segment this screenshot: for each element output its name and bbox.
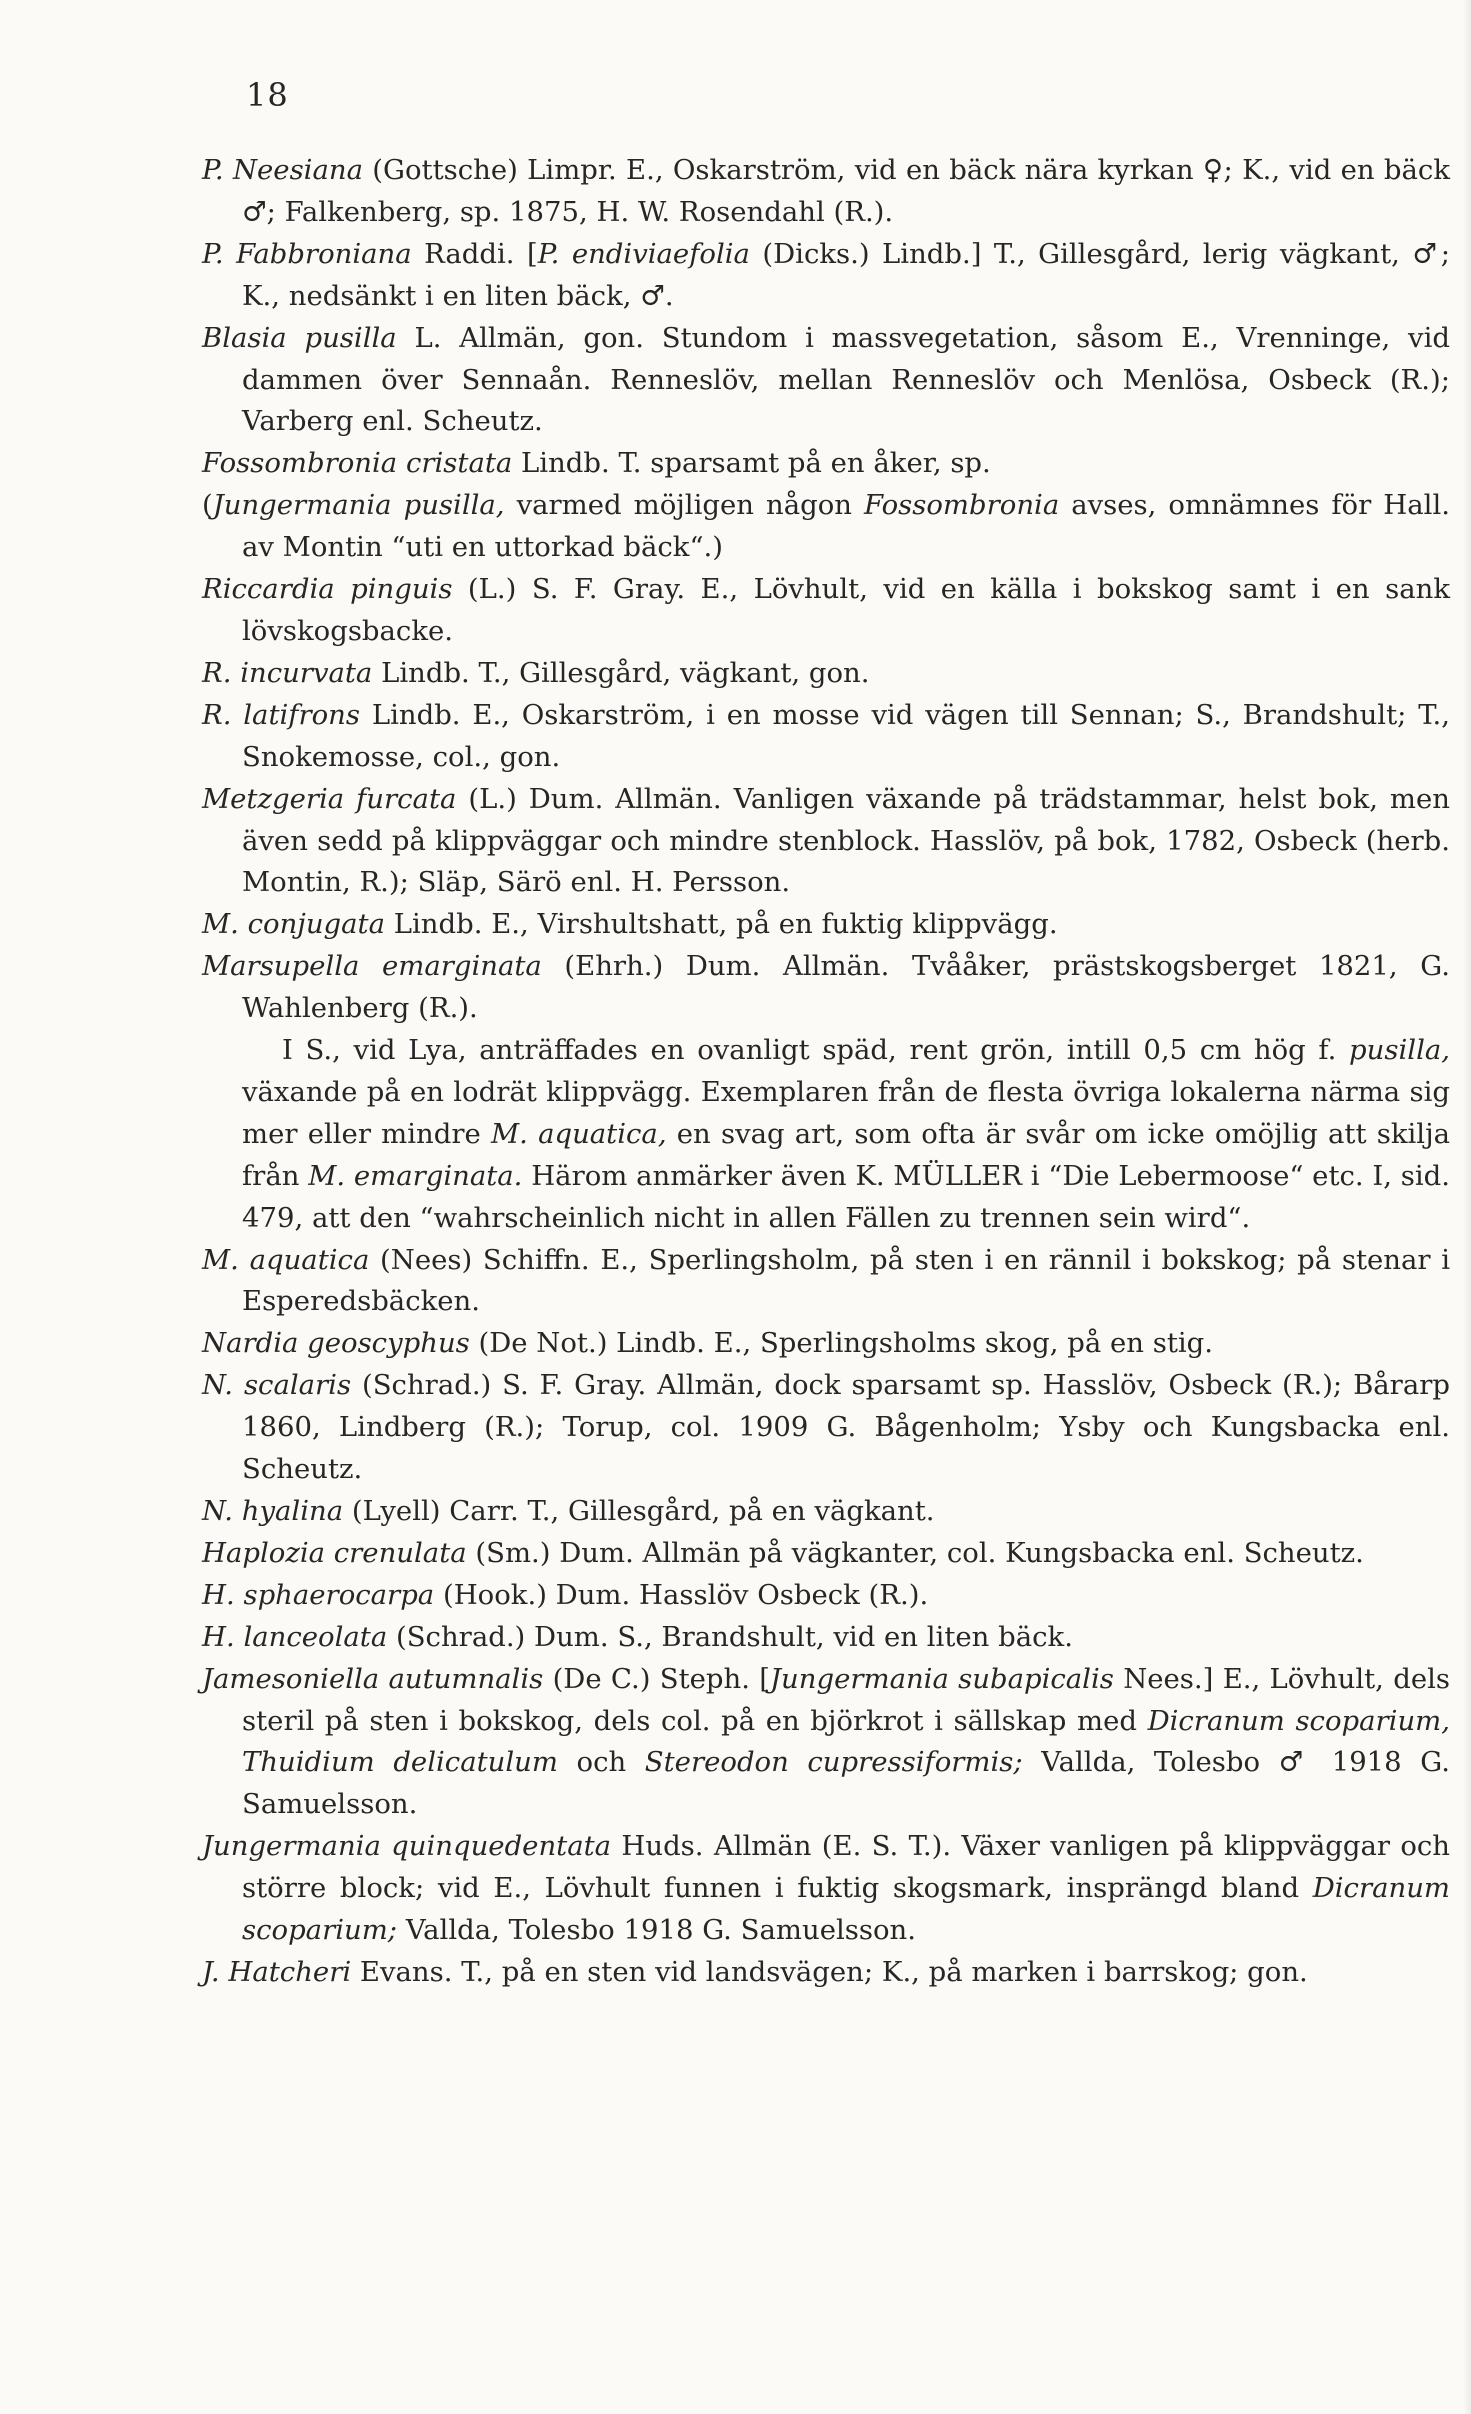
species-entry [202,1030,1450,1240]
page-number: 18 [246,76,289,114]
species-name: Blasia pusilla [202,321,397,354]
entry-text: och [557,1746,645,1779]
species-entry [202,946,1450,1030]
entry-text: L. Allmän, gon. Stundom i massvegetation, såsom E., Vrenninge, vid dammen över Sennaån. Renneslöv, mellan Renneslöv och Menlösa, Osbeck (R.); Varberg enl. Scheutz. [242,321,1450,438]
entry-text: Lindb. T., Gillesgård, vägkant, gon. [372,656,870,689]
species-name: Jungermania subapicalis [770,1662,1114,1695]
entry-text: växande på en lodrät klippvägg. Exemplaren från de flesta övriga lokalerna närma sig mer eller mindre [242,1075,1450,1150]
entry-text: Härom anmärker även K. MÜLLER i “Die Lebermoose“ etc. I, sid. 479, att den “wahrscheinlich nicht in allen Fällen zu trennen sein wird“. [242,1159,1450,1234]
species-name: R. incurvata [202,656,373,689]
entry-text: varmed möjligen någon [504,489,865,522]
entry-text: (Schrad.) S. F. Gray. Allmän, dock sparsamt sp. Hasslöv, Osbeck (R.); Bårarp 1860, Lindberg (R.); Torup, col. 1909 G. Bågenholm; Ysby och Kungsbacka enl. Scheutz. [242,1369,1450,1486]
species-name: Fossombronia cristata [202,447,513,480]
species-entry [202,904,1450,946]
species-name: P. Fabbroniana [202,237,412,270]
species-entry [202,1533,1450,1575]
species-name: M. aquatica [202,1243,370,1276]
entry-text: (Schrad.) Dum. S., Brandshult, vid en liten bäck. [387,1620,1073,1653]
entry-text: en svag art, som ofta är svår om icke omöjlig att skilja från [242,1117,1450,1192]
entry-text: (Dicks.) Lindb.] T., Gillesgård, lerig vägkant, ♂; K., nedsänkt i en liten bäck, ♂. [242,237,1450,312]
species-name: H. lanceolata [202,1620,388,1653]
species-entry [202,234,1450,318]
species-entry [202,1491,1450,1533]
species-name: Dicranum scoparium; [242,1872,1450,1947]
entry-text: (Lyell) Carr. T., Gillesgård, på en vägkant. [343,1495,935,1527]
species-name: N. hyalina [202,1495,344,1527]
species-name: Jungermania pusilla, [212,489,505,522]
entry-text: Huds. Allmän (E. S. T.). Växer vanligen på klippväggar och större block; vid E., Lövhult funnen i fuktig skogsmark, insprängd bland [242,1830,1450,1905]
species-entry [202,695,1450,779]
entry-text: (Gottsche) Limpr. E., Oskarström, vid en bäck nära kyrkan ♀; K., vid en bäck ♂; Falkenberg, sp. 1875, H. W. Rosendahl (R.). [242,154,1450,228]
species-entry [202,1952,1450,1994]
entry-text: Raddi. [ [411,237,538,270]
species-name: P. Neesiana [202,154,363,186]
species-name: Stereodon cupressiformis; [644,1746,1023,1779]
entry-text: (L.) Dum. Allmän. Vanligen växande på trädstammar, helst bok, men även sedd på klippväggar och mindre stenblock. Hasslöv, på bok, 1782, Osbeck (herb. Montin, R.); Släp, Särö enl. H. Persson. [242,782,1450,899]
entry-text: ( [202,489,213,522]
entry-text: Vallda, Tolesbo 1918 G. Samuelsson. [397,1914,916,1947]
species-name: N. scalaris [202,1369,352,1402]
species-name: Riccardia pinguis [202,573,453,606]
species-name: Nardia geoscyphus [202,1327,470,1360]
entry-text: (L.) S. F. Gray. E., Lövhult, vid en källa i bokskog samt i en sank lövskogsbacke. [242,573,1450,647]
species-entry [202,485,1450,569]
entry-text: Vallda, Tolesbo ♂ 1918 G. Samuelsson. [242,1746,1450,1821]
species-name: pusilla, [1349,1034,1450,1067]
entry-text: Evans. T., på en sten vid landsvägen; K., på marken i barrskog; gon. [351,1955,1308,1988]
entry-text: Nees.] E., Lövhult, dels steril på sten i bokskog, dels col. på en björkrot i sällskap med [242,1662,1451,1737]
species-entry [202,1240,1450,1324]
species-name: M. emarginata. [308,1159,523,1192]
entry-text: (Hook.) Dum. Hasslöv Osbeck (R.). [434,1578,929,1611]
species-entry [202,1826,1450,1952]
species-name: Marsupella emarginata [202,950,542,983]
species-entry [202,150,1450,234]
species-name: R. latifrons [202,698,361,731]
entry-text: (De Not.) Lindb. E., Sperlingsholms skog, på en stig. [469,1327,1214,1360]
species-entry [202,653,1450,695]
species-name: J. Hatcheri [202,1955,352,1988]
species-name: Dicranum scoparium, Thuidium delicatulum [242,1704,1450,1779]
species-name: Fossombronia [864,489,1060,522]
species-name: M. conjugata [202,908,385,941]
entry-text: Lindb. T. sparsamt på en åker, sp. [512,447,991,480]
entry-text: (Ehrh.) Dum. Allmän. Tvååker, prästskogsberget 1821, G. Wahlenberg (R.). [242,950,1450,1025]
species-name: Metzgeria furcata [202,782,457,815]
entry-text: Lindb. E., Oskarström, i en mosse vid vägen till Sennan; S., Brandshult; T., Snokemosse, col., gon. [242,698,1450,773]
species-entry [202,318,1450,444]
species-name: H. sphaerocarpa [202,1578,435,1611]
species-name: Haplozia crenulata [202,1536,467,1569]
species-name: M. aquatica, [490,1117,667,1150]
entry-text: I S., vid Lya, anträffades en ovanligt späd, rent grön, intill 0,5 cm hög f. [282,1034,1350,1067]
species-entry [202,1659,1450,1827]
species-entry [202,1365,1450,1491]
species-name: Jamesoniella autumnalis [202,1662,544,1695]
species-entry [202,1323,1450,1365]
species-entry [202,443,1450,485]
entry-text: (Sm.) Dum. Allmän på vägkanter, col. Kungsbacka enl. Scheutz. [466,1536,1364,1569]
species-entry [202,1575,1450,1617]
entry-text: (De C.) Steph. [ [543,1662,771,1695]
species-name: P. endiviaefolia [537,237,750,270]
entry-text: (Nees) Schiffn. E., Sperlingsholm, på sten i en rännil i bokskog; på stenar i Esperedsbäcken. [242,1243,1451,1318]
page-edge-shadow [1463,0,1471,2414]
species-entry [202,569,1450,653]
species-entry [202,779,1450,905]
species-list [202,150,1450,1994]
entry-text: avses, omnämnes för Hall. av Montin “uti en uttorkad bäck“.) [242,489,1450,564]
species-entry [202,1617,1450,1659]
entry-text: Lindb. E., Virshultshatt, på en fuktig klippvägg. [385,908,1058,941]
species-name: Jungermania quinquedentata [202,1830,612,1863]
